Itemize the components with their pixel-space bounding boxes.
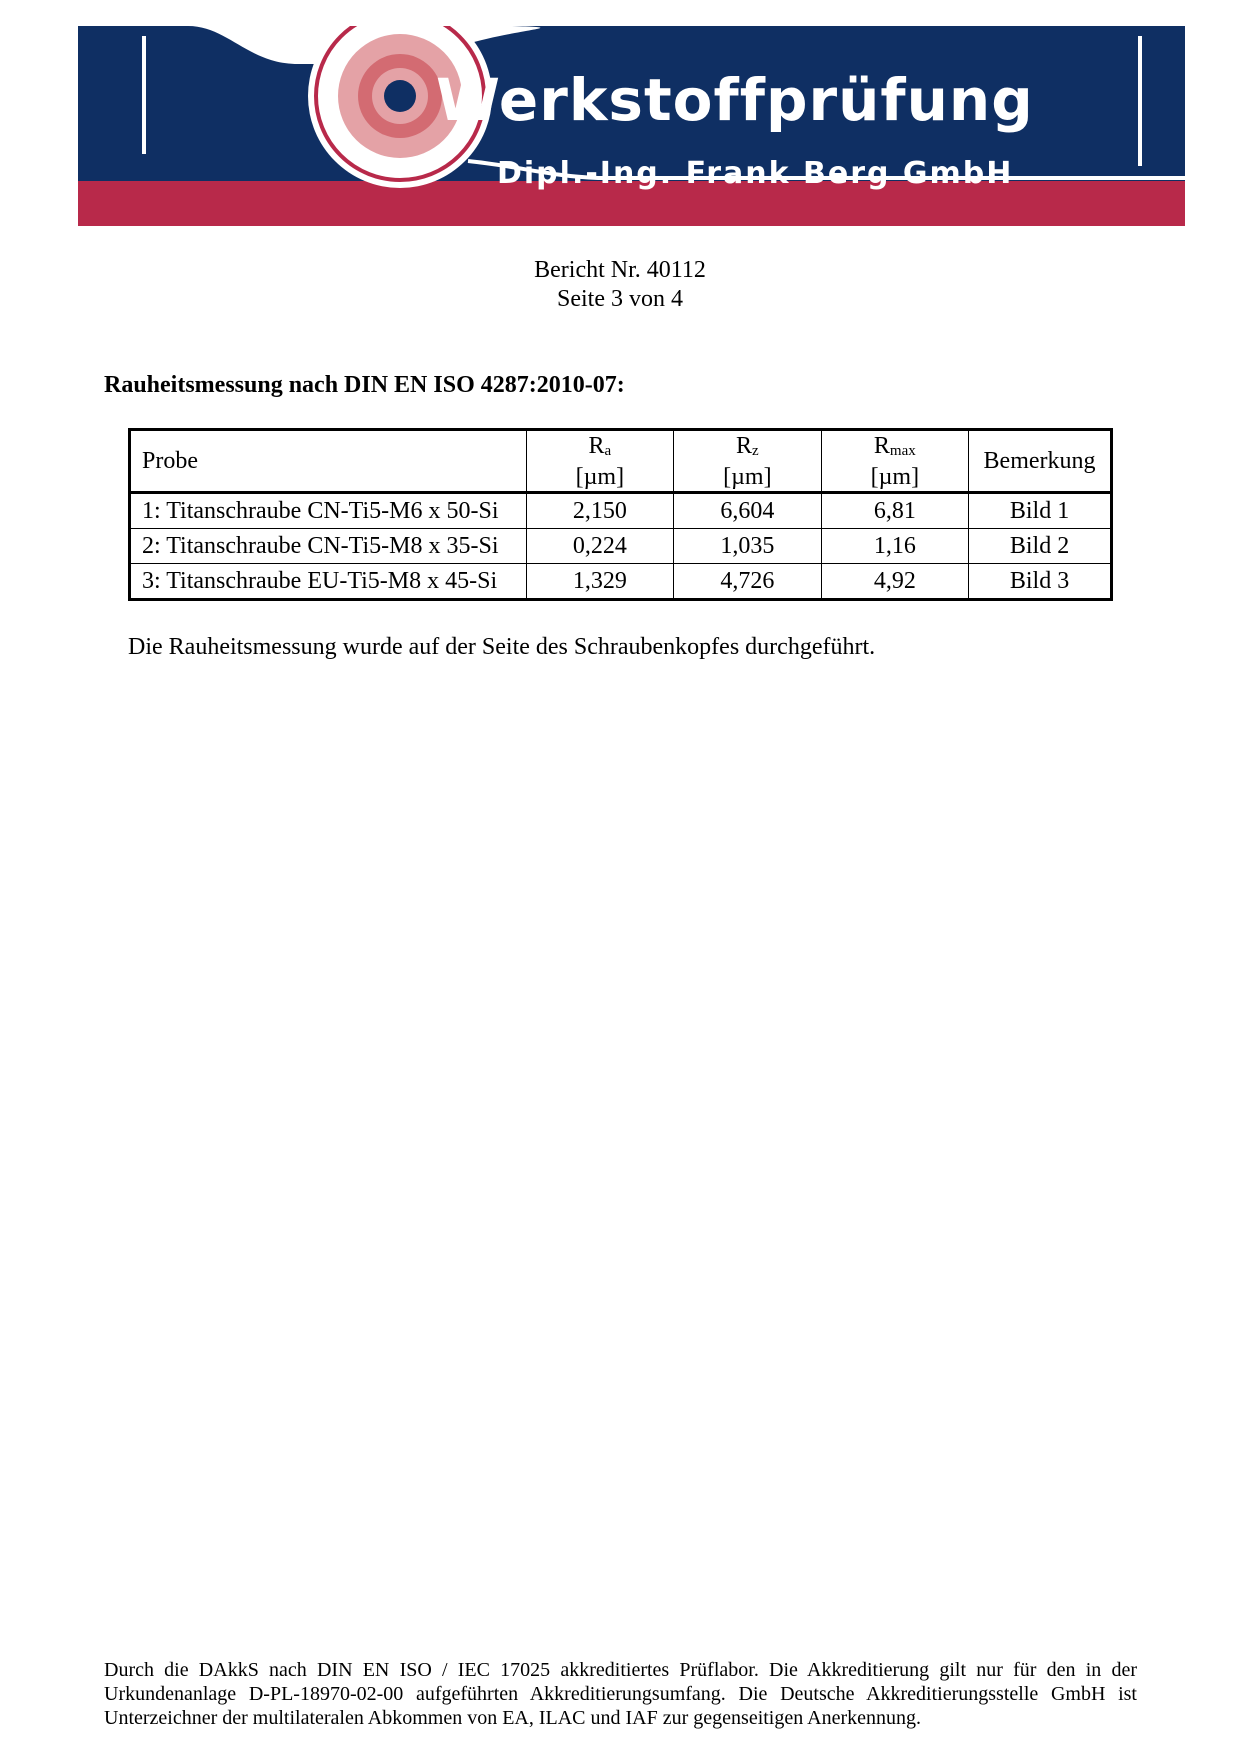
measurement-note: Die Rauheitsmessung wurde auf der Seite des Schraubenkopfes durchgeführt.: [128, 634, 876, 660]
roughness-table: [128, 428, 1113, 601]
cell-remark: Bild 2: [969, 529, 1112, 564]
header-ra: [526, 430, 674, 493]
accreditation-footer: Durch die DAkkS nach DIN EN ISO / IEC 17025 akkreditiertes Prüflabor. Die Akkreditierung gilt nur für den in der Urkundenanlage D-PL-18970-02-00 aufgeführten Akkreditierungsumfang. Die Deutsche Akkreditierungsstelle GmbH ist Unterzeichner der multilateralen Abkommen von EA, ILAC und IAF zur gegenseitigen Anerkennung.: [104, 1659, 1137, 1729]
header-probe: Probe: [130, 430, 527, 493]
table-row: [130, 529, 1112, 564]
table-row: [130, 493, 1112, 529]
table-row: [130, 564, 1112, 600]
cell-ra: 2,150: [526, 493, 674, 529]
header-rmax-unit: [µm]: [870, 463, 920, 490]
cell-rz: 6,604: [674, 493, 822, 529]
cell-remark: Bild 3: [969, 564, 1112, 600]
header-ra-sub: a: [604, 442, 612, 459]
header-rmax: [821, 430, 968, 493]
header-rz-sub: z: [752, 442, 759, 459]
cell-probe: 1: Titanschraube CN-Ti5-M6 x 50-Si: [130, 493, 527, 529]
header-rmax-symbol: R: [873, 432, 890, 459]
cell-remark: Bild 1: [969, 493, 1112, 529]
table-header-row: [130, 430, 1112, 493]
header-remark: Bemerkung: [969, 430, 1112, 493]
header-rz-unit: [µm]: [723, 463, 772, 490]
cell-rmax: 1,16: [821, 529, 968, 564]
cell-ra: 1,329: [526, 564, 674, 600]
brand-title: Werkstoffprüfung: [436, 66, 1034, 134]
cell-rmax: 6,81: [821, 493, 968, 529]
header-rz: [674, 430, 822, 493]
report-number: Bericht Nr. 40112: [534, 257, 706, 283]
report-heading: [0, 256, 1240, 314]
page-number: Seite 3 von 4: [557, 286, 683, 312]
cell-probe: 2: Titanschraube CN-Ti5-M8 x 35-Si: [130, 529, 527, 564]
header-rmax-sub: max: [889, 442, 916, 459]
brand-subtitle: Dipl.-Ing. Frank Berg GmbH: [497, 156, 1014, 191]
cell-ra: 0,224: [526, 529, 674, 564]
section-title: Rauheitsmessung nach DIN EN ISO 4287:2010-07:: [104, 372, 625, 398]
cell-probe: 3: Titanschraube EU-Ti5-M8 x 45-Si: [130, 564, 527, 600]
cell-rz: 4,726: [674, 564, 822, 600]
header-ra-symbol: R: [588, 432, 605, 459]
cell-rz: 1,035: [674, 529, 822, 564]
header-rz-symbol: R: [735, 432, 752, 459]
cell-rmax: 4,92: [821, 564, 968, 600]
header-ra-unit: [µm]: [575, 463, 625, 490]
